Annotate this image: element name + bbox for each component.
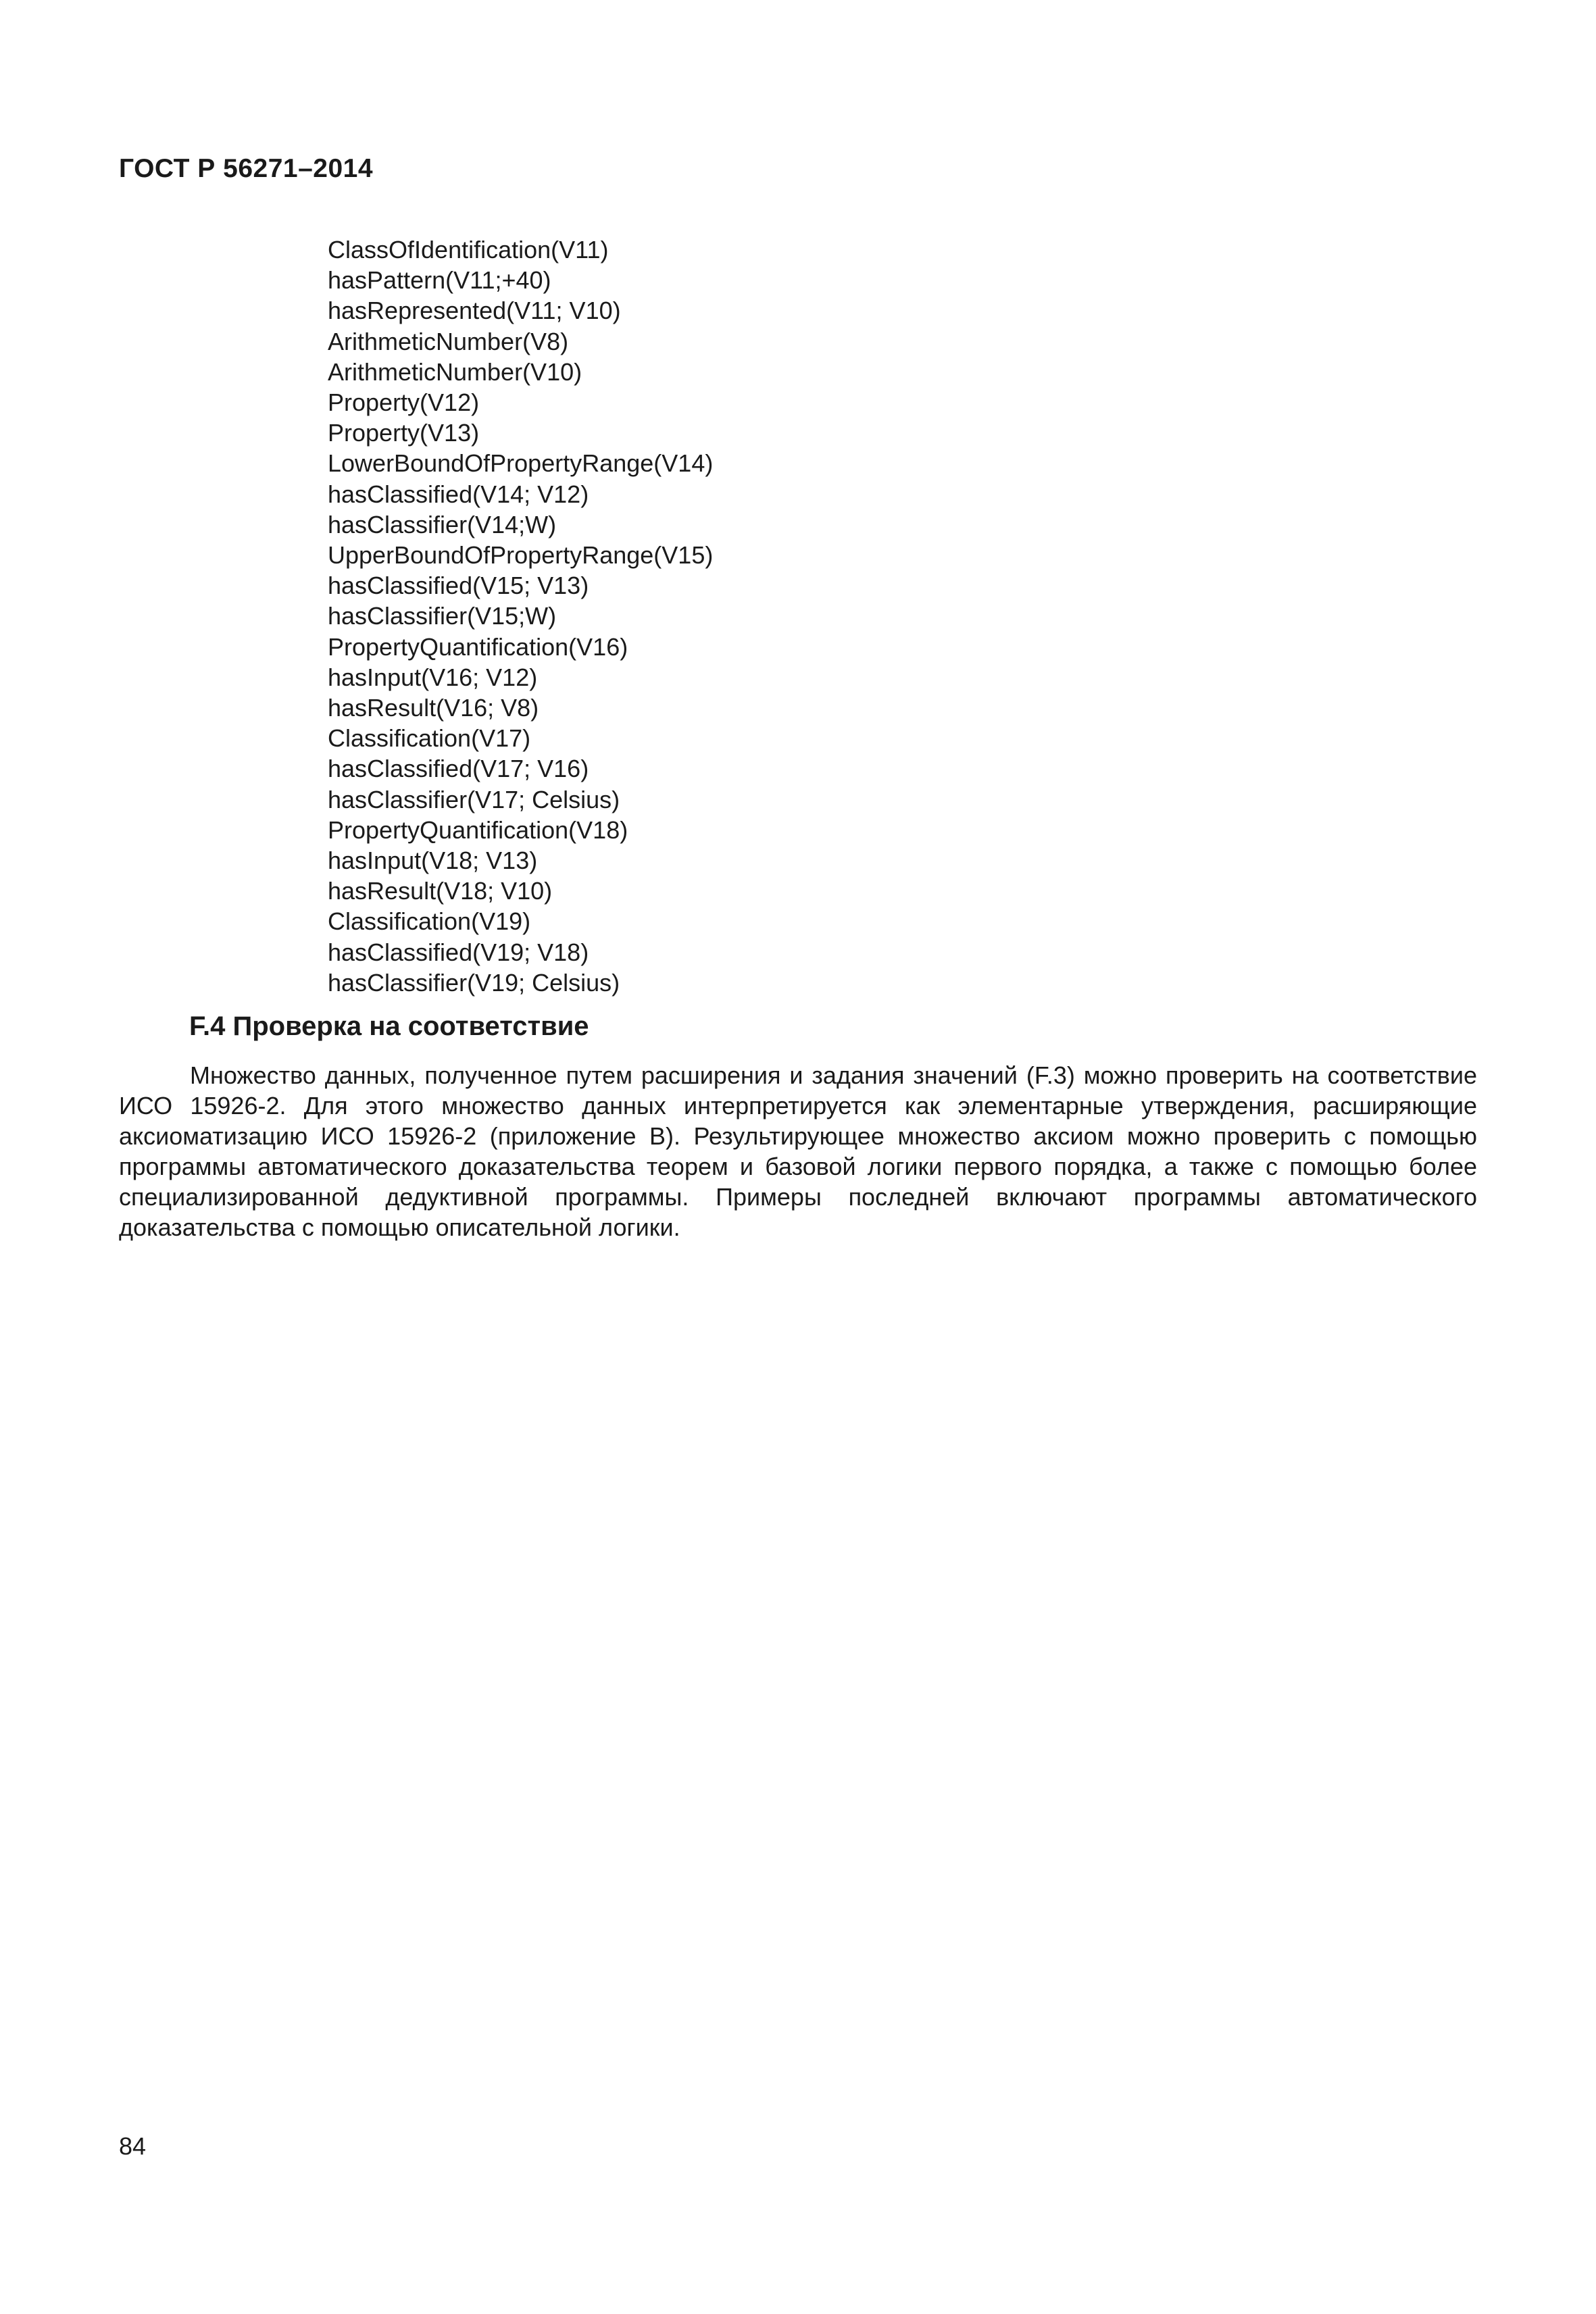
code-line: Property(V13) — [328, 419, 480, 447]
code-line: Property(V12) — [328, 388, 480, 417]
code-line: PropertyQuantification(V16) — [328, 632, 628, 661]
code-line: hasResult(V16; V8) — [328, 694, 539, 722]
code-line: LowerBoundOfPropertyRange(V14) — [328, 449, 714, 478]
code-line: Classification(V17) — [328, 724, 531, 753]
code-line: ArithmeticNumber(V8) — [328, 327, 569, 355]
code-line: hasInput(V16; V12) — [328, 663, 538, 691]
code-line: hasClassifier(V14;W) — [328, 510, 557, 538]
code-line: ClassOfIdentification(V11) — [328, 236, 609, 263]
code-line: hasInput(V18; V13) — [328, 847, 538, 875]
section-paragraph: Множество данных, полученное путем расширения и задания значений (F.3) можно проверить на соответствие ИСО 15926-2. Для этого множество данных интерпретируется как элементарные утверждения, расширяющие аксиоматизацию ИСО 15926-2 (приложение B). Результирующее множество аксиом можно проверить с помощью программы автоматического доказательства теорем и базовой логики первого порядка, а также с помощью более специализированной дедуктивной программы. Примеры последней включают программы автоматического доказательства с помощью описательной логики. — [119, 1061, 1477, 1241]
code-line: hasResult(V18; V10) — [328, 877, 553, 905]
code-line: Classification(V19) — [328, 907, 531, 936]
code-line: hasClassifier(V19; Celsius) — [328, 968, 620, 997]
code-line: UpperBoundOfPropertyRange(V15) — [328, 541, 714, 570]
document-header: ГОСТ Р 56271–2014 — [119, 154, 374, 183]
code-line: hasClassifier(V15;W) — [328, 602, 557, 630]
code-line: hasClassifier(V17; Celsius) — [328, 785, 620, 813]
section-title: F.4 Проверка на соответствие — [189, 1011, 589, 1041]
code-listing — [328, 234, 713, 998]
code-line: hasPattern(V11;+40) — [328, 266, 551, 295]
page-number: 84 — [119, 2132, 147, 2160]
code-line: hasClassified(V14; V12) — [328, 480, 589, 508]
code-line: hasClassified(V17; V16) — [328, 755, 589, 783]
code-line: hasClassified(V19; V18) — [328, 938, 589, 966]
code-line: hasRepresented(V11; V10) — [328, 297, 621, 325]
code-line: hasClassified(V15; V13) — [328, 572, 589, 600]
code-line: ArithmeticNumber(V10) — [328, 357, 582, 386]
code-line: PropertyQuantification(V18) — [328, 815, 628, 844]
